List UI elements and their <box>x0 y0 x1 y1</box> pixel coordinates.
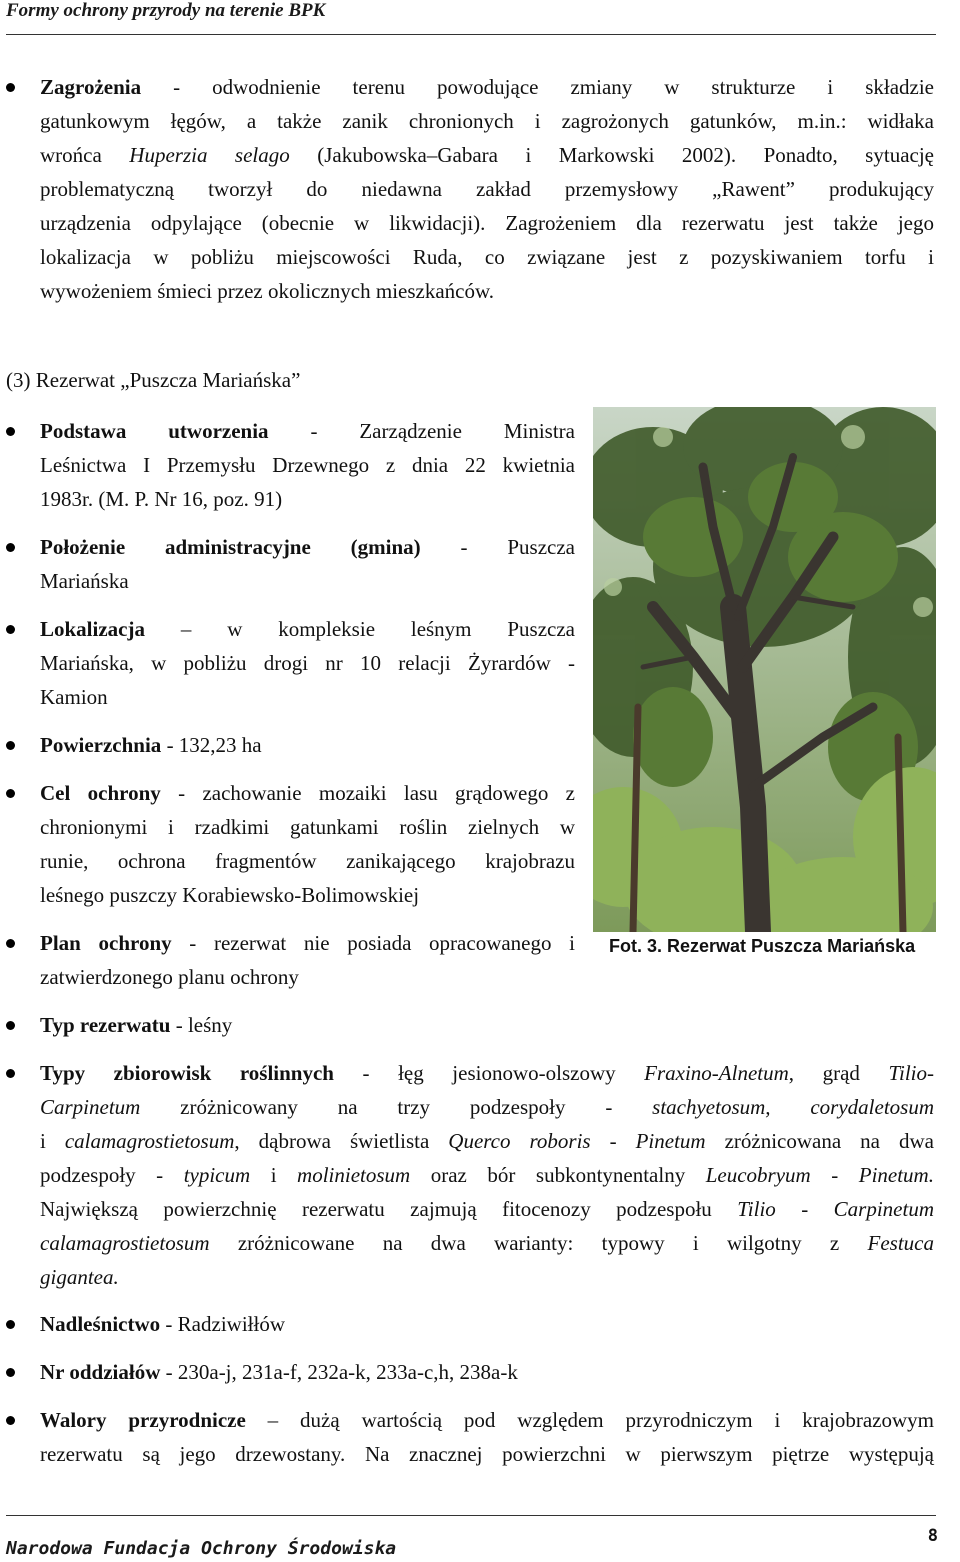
bullet-icon <box>6 427 15 436</box>
bullet-icon <box>6 1069 15 1078</box>
bullet-icon <box>6 83 15 92</box>
plant-communities-item: Typy zbiorowisk roślinnych - łęg jesionowo-olszowy Fraxino-Alnetum, grąd Tilio- Carpinetum zróżnicowany na trzy podzespoły - stachyetosum, corydaletosum i calamagrostietosum, dąbrowa świetlista Querco roboris - Pinetum zróżnicowana na dwa podzespoły - typicum i molinietosum oraz bór subkontynentalny Leucobryum - Pinetum. Największą powierzchnię rezerwatu zajmują fitocenozy podzespołu Tilio - Carpinetum calamagrostietosum zróżnicowane na dwa warianty: typowy i wilgotny z Festuca gigantea. <box>40 1056 934 1294</box>
threats-item: Zagrożenia - odwodnienie terenu powodujące zmiany w strukturze i składzie gatunkowym łęgów, a także zanik chronionych i zagrożonych gatunków, m.in.: widłaka wrońca Huperzia selago (Jakubowska–Gabara i Markowski 2002). Ponadto, sytuację problematyczną tworzył do niedawna zakład przemysłowy „Rawent” produkujący urządzenia odpylające (obecnie w likwidacji). Zagrożeniem dla rezerwatu jest także jego lokalizacja w pobliżu miejscowości Ruda, co związane jest z pozyskiwaniem torfu i wywożeniem śmieci przez okolicznych mieszkańców. <box>40 70 934 308</box>
sections-label: Nr oddziałów <box>40 1360 161 1384</box>
type-item: Typ rezerwatu - leśny <box>40 1008 575 1042</box>
section-title: (3) Rezerwat „Puszcza Mariańska” <box>6 368 301 392</box>
page-number: 8 <box>927 1526 938 1546</box>
bullet-icon <box>6 543 15 552</box>
values-item: Walory przyrodnicze – dużą wartością pod względem przyrodniczym i krajobrazowym rezerwatu są jego drzewostany. Na znacznej powierzchni w pierwszym piętrze występują <box>40 1403 934 1471</box>
values-label: Walory przyrodnicze <box>40 1408 246 1432</box>
bullet-icon <box>6 789 15 798</box>
forestry-label: Nadleśnictwo <box>40 1312 161 1336</box>
bullet-icon <box>6 1368 15 1377</box>
localization-label: Lokalizacja <box>40 617 145 641</box>
bullet-icon <box>6 1320 15 1329</box>
footer-rule <box>6 1515 936 1516</box>
forestry-item: Nadleśnictwo - Radziwiłłów <box>40 1307 934 1341</box>
forest-photo <box>593 407 936 932</box>
bullet-icon <box>6 1021 15 1030</box>
tree-image-icon <box>593 407 936 932</box>
running-header: Formy ochrony przyrody na terenie BPK <box>6 0 326 21</box>
area-item: Powierzchnia - 132,23 ha <box>40 728 575 762</box>
basis-item: Podstawa utworzenia - Zarządzenie Ministra Leśnictwa I Przemysłu Drzewnego z dnia 22 kwietnia 1983r. (M. P. Nr 16, poz. 91) <box>40 414 575 516</box>
plan-item: Plan ochrony - rezerwat nie posiada opracowanego i zatwierdzonego planu ochrony <box>40 926 575 994</box>
localization-item: Lokalizacja – w kompleksie leśnym Puszcza Mariańska, w pobliżu drogi nr 10 relacji Żyrardów - Kamion <box>40 612 575 714</box>
photo-caption: Fot. 3. Rezerwat Puszcza Mariańska <box>609 936 916 956</box>
bullet-icon <box>6 939 15 948</box>
footer-organization: Narodowa Fundacja Ochrony Środowiska <box>6 1538 397 1559</box>
goal-label: Cel ochrony <box>40 781 161 805</box>
admin-location-item: Położenie administracyjne (gmina) - Puszcza Mariańska <box>40 530 575 598</box>
admin-location-label: Położenie administracyjne (gmina) <box>40 535 421 559</box>
bullet-icon <box>6 625 15 634</box>
plan-label: Plan ochrony <box>40 931 172 955</box>
basis-label: Podstawa utworzenia <box>40 419 269 443</box>
sections-item: Nr oddziałów - 230a-j, 231a-f, 232a-k, 233a-c,h, 238a-k <box>40 1355 934 1389</box>
area-label: Powierzchnia <box>40 733 162 757</box>
header-rule <box>6 34 936 35</box>
species-name: Huperzia selago <box>129 143 290 167</box>
plants-label: Typy zbiorowisk roślinnych <box>40 1061 334 1085</box>
goal-item: Cel ochrony - zachowanie mozaiki lasu grądowego z chronionymi i rzadkimi gatunkami roślin zielnych w runie, ochrona fragmentów zanikającego krajobrazu leśnego puszczy Korabiewsko-Bolimowskiej <box>40 776 575 912</box>
type-label: Typ rezerwatu <box>40 1013 171 1037</box>
threats-label: Zagrożenia <box>40 75 142 99</box>
bullet-icon <box>6 741 15 750</box>
bullet-icon <box>6 1416 15 1425</box>
